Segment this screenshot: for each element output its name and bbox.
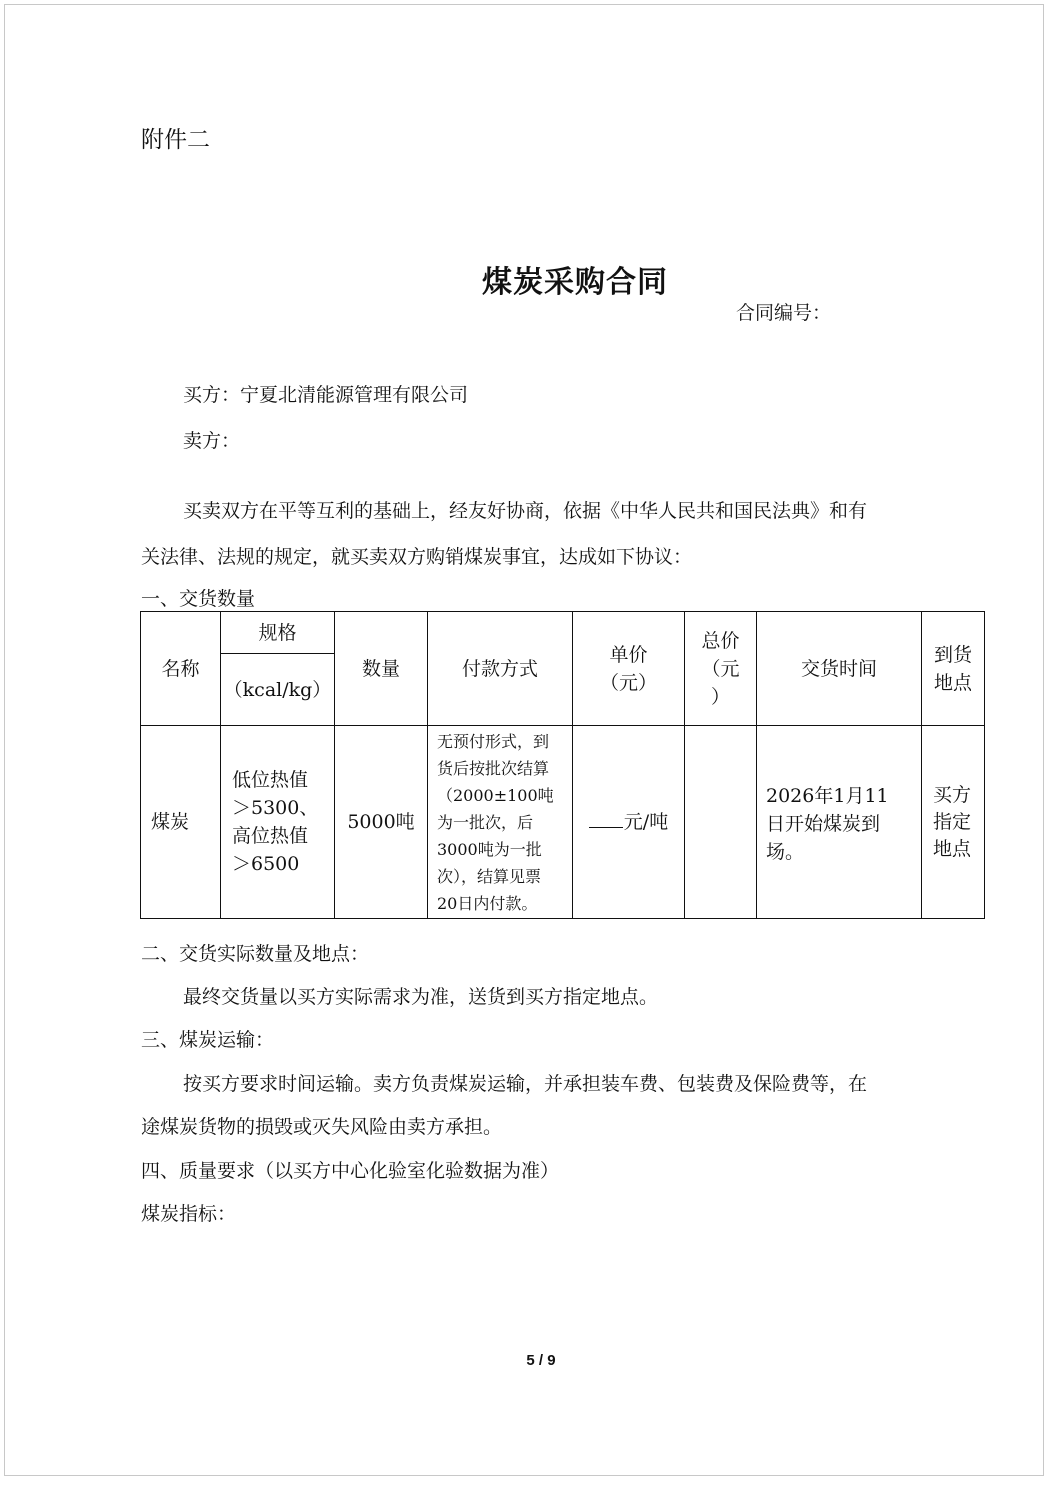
row-delivery-time xyxy=(757,726,922,919)
section-4-heading: 四、质量要求（以买方中心化验室化验数据为准） xyxy=(141,1160,560,1182)
coal-indicators-label: 煤炭指标： xyxy=(141,1203,237,1225)
row-delivery-time-line: 2026年1月11 xyxy=(766,785,889,808)
document-page xyxy=(4,4,1044,1476)
row-spec xyxy=(221,726,335,919)
table-row xyxy=(141,726,985,919)
header-delivery-time: 交货时间 xyxy=(757,612,922,726)
header-quantity: 数量 xyxy=(335,612,428,726)
section-2-heading: 二、交货实际数量及地点： xyxy=(141,943,370,965)
row-spec-line: 低位热值 xyxy=(232,769,309,792)
row-name: 煤炭 xyxy=(141,726,221,919)
intro-paragraph-line-2: 关法律、法规的规定，就买卖双方购销煤炭事宜，达成如下协议： xyxy=(141,546,693,568)
row-spec-line: ＞5300、 xyxy=(232,797,319,820)
intro-paragraph-line-1: 买卖双方在平等互利的基础上，经友好协商，依据《中华人民共和国民法典》和有 xyxy=(183,500,868,522)
row-total-price xyxy=(685,726,757,919)
row-payment-line: 20日内付款。 xyxy=(437,894,538,914)
row-unit-price-text: 元/吨 xyxy=(623,811,669,834)
header-total-price xyxy=(685,612,757,726)
row-destination xyxy=(922,726,985,919)
header-unit-price-line-1: 单价 xyxy=(609,643,648,666)
row-delivery-time-line: 场。 xyxy=(766,841,805,864)
row-quantity: 5000吨 xyxy=(335,726,428,919)
delivery-quantity-table xyxy=(140,611,985,919)
header-payment: 付款方式 xyxy=(428,612,573,726)
row-payment-line: 3000吨为一批 xyxy=(437,840,542,860)
document-title: 煤炭采购合同 xyxy=(482,265,668,300)
header-spec: 规格 xyxy=(221,612,335,654)
header-total-line-1: 总价 xyxy=(701,629,740,652)
row-payment-line: 为一批次，后 xyxy=(437,813,534,833)
row-payment-line: （2000±100吨 xyxy=(437,786,554,806)
row-payment xyxy=(428,726,573,919)
section-3-heading: 三、煤炭运输： xyxy=(141,1029,275,1051)
price-blank-line xyxy=(589,809,623,828)
header-total-line-2: （元 xyxy=(701,657,740,680)
row-payment-line: 货后按批次结算 xyxy=(437,759,550,779)
attachment-label: 附件二 xyxy=(141,127,210,153)
header-unit-price xyxy=(573,612,685,726)
row-destination-line: 地点 xyxy=(933,837,972,860)
buyer-line: 买方：宁夏北清能源管理有限公司 xyxy=(183,384,469,406)
row-payment-line: 次），结算见票 xyxy=(437,867,542,887)
page-number: 5 / 9 xyxy=(526,1352,556,1369)
header-name: 名称 xyxy=(141,612,221,726)
row-spec-line: 高位热值 xyxy=(232,825,309,848)
row-destination-line: 指定 xyxy=(933,810,972,833)
section-3-text-line-2: 途煤炭货物的损毁或灭失风险由卖方承担。 xyxy=(141,1116,503,1138)
section-1-heading: 一、交货数量 xyxy=(141,588,256,610)
row-payment-line: 无预付形式，到 xyxy=(437,732,550,752)
header-spec-unit: （kcal/kg） xyxy=(221,654,335,726)
row-destination-line: 买方 xyxy=(933,783,972,806)
section-3-text-line-1: 按买方要求时间运输。卖方负责煤炭运输，并承担装车费、包装费及保险费等，在 xyxy=(183,1073,868,1095)
row-delivery-time-line: 日开始煤炭到 xyxy=(766,813,881,836)
contract-number-label: 合同编号： xyxy=(736,302,832,324)
seller-line: 卖方： xyxy=(183,430,241,452)
section-2-text: 最终交货量以买方实际需求为准，送货到买方指定地点。 xyxy=(183,986,659,1008)
header-destination-line-1: 到货 xyxy=(933,643,972,666)
header-total-line-3: ） xyxy=(710,685,730,708)
row-unit-price xyxy=(573,726,685,919)
header-destination xyxy=(922,612,985,726)
row-spec-line: ＞6500 xyxy=(232,853,300,876)
header-destination-line-2: 地点 xyxy=(933,671,972,694)
header-unit-price-line-2: （元） xyxy=(599,671,657,694)
